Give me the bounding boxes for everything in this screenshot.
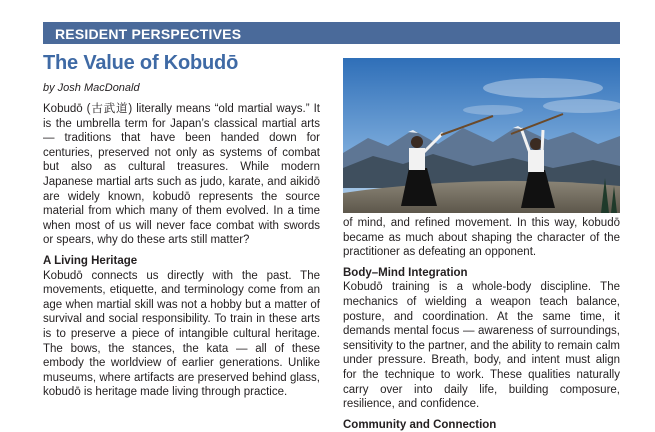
right-column [343,216,620,432]
article-title: The Value of Kobudō [43,52,239,74]
article-photo [343,58,620,213]
section-body-body-mind: Kobudō training is a whole-body discipline. The mechanics of wielding a weapon teach balance, posture, and coordination. At the same time, it demands mental focus — awareness of surroundings, sensitivity to the partner, and the ability to remain calm under pressure. Breath, body, and intent must align for the technique to work. These qualities naturally carry over into daily life, building composure, resilience, and confidence. [343,281,620,411]
section-banner: RESIDENT PERSPECTIVES [43,22,620,44]
byline: by Josh MacDonald [43,82,140,94]
section-heading-living-heritage: A Living Heritage [43,254,138,267]
section-body-living-heritage: Kobudō connects us directly with the past. The movements, etiquette, and terminology come from an age when martial skill was not a hobby but a matter of survival and social responsibility. To train in these arts is to preserve a piece of intangible cultural heritage. The bows, the stances, the kata — all of these embody the worldview of earlier generations. Unlike museums, where artifacts are preserved behind glass, kobudō is heritage made living through practice. [43,269,320,399]
left-column [43,102,320,400]
section-heading-body-mind: Body–Mind Integration [343,266,468,279]
section-heading-community: Community and Connection [343,418,497,431]
continued-paragraph: of mind, and refined movement. In this way, kobudō became as much about shaping the character of the practitioner as defeating an opponent. [343,217,620,259]
photograph-two-martial-artists-icon [343,58,620,213]
intro-paragraph: Kobudō (古武道) literally means “old martial ways.” It is the umbrella term for Japan’s classical martial arts — traditions that have been handed down for centuries, preserved not only as systems of combat but also as cultural treasures. While modern Japanese martial arts such as judo, karate, and aikidō are widely known, kobudō represents the source material from which many of them evolved. In a time when most of us will never face combat with swords or spears, why do these arts still matter? [43,103,320,247]
